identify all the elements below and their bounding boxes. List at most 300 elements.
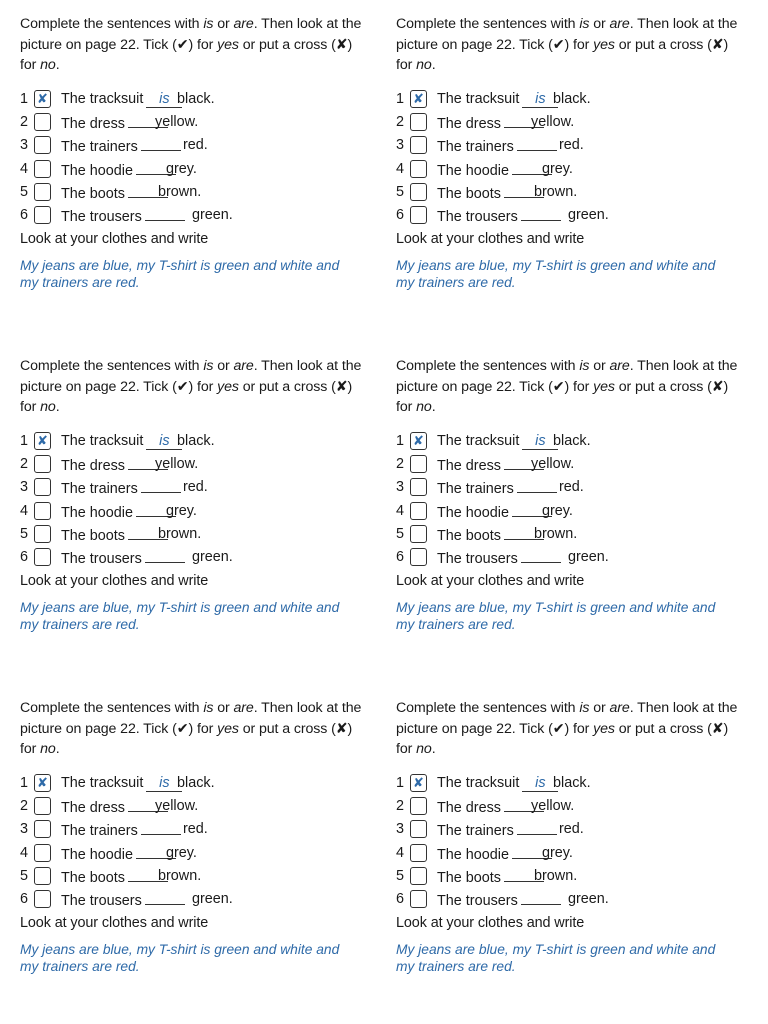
sentence-subject: The boots <box>61 527 125 544</box>
sentence-start <box>61 476 185 501</box>
sentence-item <box>396 888 736 911</box>
instructions-part: . Then look at the picture on page 22. Tick ( <box>396 358 738 395</box>
sentence-item <box>20 772 360 795</box>
instructions-part: ) for <box>188 720 218 737</box>
sentence-subject: The trousers <box>437 208 518 225</box>
tick-cross-checkbox[interactable] <box>410 478 427 496</box>
sentence-subject: The hoodie <box>61 846 134 863</box>
instructions-part: is <box>579 16 590 32</box>
sentence-start <box>61 772 186 795</box>
sentence-subject: The trainers <box>437 481 514 498</box>
answer-blank[interactable] <box>141 818 181 835</box>
sentence-ending: green. <box>192 548 233 565</box>
answer-blank[interactable]: is <box>522 91 558 108</box>
instructions-part: are <box>609 358 630 374</box>
answer-blank[interactable] <box>521 546 561 563</box>
sentence-ending: yellow. <box>155 456 199 473</box>
sentence-ending: red. <box>183 821 208 838</box>
exercise-block <box>396 356 746 676</box>
tick-cross-checkbox[interactable] <box>410 113 427 131</box>
tick-cross-checkbox[interactable] <box>410 160 427 178</box>
sentence-item <box>20 204 360 227</box>
instructions-part: yes <box>593 378 615 395</box>
sentence-ending: green. <box>192 206 233 223</box>
item-number: 2 <box>20 114 29 131</box>
instructions-part: or put a cross ( <box>614 720 712 737</box>
sentence-item <box>396 476 736 499</box>
answer-blank[interactable]: is <box>522 775 558 792</box>
tick-cross-checkbox[interactable] <box>34 502 51 520</box>
instructions-part: . <box>431 399 436 416</box>
sentence-item <box>20 476 360 499</box>
sentence-item <box>20 865 360 888</box>
instructions-part: ) for <box>564 36 594 53</box>
sentence-item <box>396 795 736 818</box>
instructions-part: no <box>40 57 56 74</box>
item-number: 1 <box>20 91 29 107</box>
item-number: 6 <box>20 548 29 565</box>
instructions-part: no <box>416 57 432 74</box>
instructions-part: ✘ <box>335 720 348 737</box>
sentence-ending: red. <box>559 137 584 154</box>
sentence-subject: The tracksuit <box>437 91 520 107</box>
sample-answer: My jeans are blue, my T-shirt is green and white and my trainers are red. <box>20 600 340 633</box>
sentence-ending: red. <box>183 137 208 154</box>
instructions-part: . <box>55 741 60 758</box>
instructions-part: is <box>203 16 214 32</box>
sentence-ending: green. <box>568 548 609 565</box>
answer-blank[interactable]: is <box>146 775 182 792</box>
instructions-part: . Then look at the picture on page 22. Tick ( <box>20 16 362 53</box>
tick-cross-checkbox[interactable] <box>410 136 427 154</box>
sentence-subject: The boots <box>61 185 125 202</box>
sentence-ending: red. <box>559 821 584 838</box>
sentence-item <box>20 818 360 841</box>
tick-cross-checkbox[interactable]: ✘ <box>34 432 51 450</box>
answer-blank[interactable] <box>145 888 185 905</box>
item-number: 4 <box>396 502 405 519</box>
instructions-part: yes <box>593 720 615 737</box>
tick-cross-checkbox[interactable]: ✘ <box>410 90 427 108</box>
item-number: 1 <box>396 91 405 107</box>
tick-cross-checkbox[interactable] <box>34 160 51 178</box>
item-number: 2 <box>396 456 405 473</box>
tick-cross-checkbox[interactable] <box>34 525 51 543</box>
item-number: 4 <box>396 844 405 861</box>
tick-cross-checkbox[interactable]: ✘ <box>410 432 427 450</box>
sentence-item <box>396 772 736 795</box>
sentence-start <box>437 865 548 890</box>
sentence-start <box>437 842 556 867</box>
sentence-start <box>437 476 561 501</box>
sentence-subject: The tracksuit <box>437 433 520 449</box>
sentence-subject: The dress <box>437 458 501 475</box>
sentence-subject: The tracksuit <box>61 91 144 107</box>
answer-blank[interactable]: is <box>146 91 182 108</box>
tick-cross-checkbox[interactable] <box>34 890 51 908</box>
tick-cross-checkbox[interactable] <box>34 113 51 131</box>
sentence-start <box>437 546 565 571</box>
sentence-item <box>396 842 736 865</box>
item-number: 1 <box>20 433 29 449</box>
instructions-part: are <box>233 700 254 716</box>
sentence-subject: The tracksuit <box>61 433 144 449</box>
answer-blank[interactable]: is <box>522 433 558 450</box>
sentence-subject: The trainers <box>437 823 514 840</box>
sentence-start <box>437 181 548 206</box>
sentence-subject: The hoodie <box>61 162 134 179</box>
item-number: 3 <box>20 479 29 496</box>
sentence-subject: The boots <box>437 527 501 544</box>
sentence-ending: brown. <box>534 867 578 884</box>
tick-cross-checkbox[interactable] <box>34 136 51 154</box>
instructions-part: . Then look at the picture on page 22. Tick ( <box>20 358 362 395</box>
item-number: 1 <box>396 775 405 791</box>
exercise-block <box>20 698 370 1018</box>
sentence-subject: The dress <box>437 800 501 817</box>
sentence-item <box>396 111 736 134</box>
sentence-ending: brown. <box>158 867 202 884</box>
instructions-part: or <box>589 700 610 716</box>
tick-cross-checkbox[interactable] <box>410 502 427 520</box>
tick-cross-checkbox[interactable] <box>410 867 427 885</box>
sentence-item <box>396 134 736 157</box>
instructions-part: yes <box>217 378 239 395</box>
item-number: 3 <box>396 479 405 496</box>
sentence-subject: The trainers <box>61 139 138 156</box>
instructions-part: or put a cross ( <box>238 378 336 395</box>
sentence-start <box>61 523 172 548</box>
item-list <box>396 772 736 911</box>
sentence-subject: The tracksuit <box>61 775 144 791</box>
tick-cross-checkbox[interactable] <box>34 797 51 815</box>
instructions-part: no <box>416 399 432 416</box>
sentence-ending: yellow. <box>531 114 575 131</box>
item-number: 3 <box>396 137 405 154</box>
instructions-part: . <box>431 57 436 74</box>
sentence-ending: black. <box>553 775 591 791</box>
instructions-text <box>20 356 370 418</box>
answer-blank[interactable] <box>141 134 181 151</box>
item-number: 6 <box>20 206 29 223</box>
instructions-part: yes <box>217 720 239 737</box>
instructions-part: no <box>40 741 56 758</box>
sentence-subject: The hoodie <box>437 504 510 521</box>
instructions-part: yes <box>593 36 615 53</box>
instructions-part: no <box>40 399 56 416</box>
sentence-subject: The trousers <box>437 550 518 567</box>
sentence-subject: The trousers <box>61 550 142 567</box>
sentence-ending: black. <box>553 433 591 449</box>
instructions-part: ) for <box>564 378 594 395</box>
sentence-subject: The hoodie <box>437 846 510 863</box>
write-heading: Look at your clothes and write <box>20 915 209 931</box>
sentence-subject: The hoodie <box>437 162 510 179</box>
instructions-part: ✔ <box>552 720 565 737</box>
sentence-item <box>20 134 360 157</box>
sentence-start <box>61 181 172 206</box>
sentence-subject: The trousers <box>437 892 518 909</box>
sentence-ending: black. <box>553 91 591 107</box>
item-number: 4 <box>396 160 405 177</box>
instructions-part: ) for <box>396 378 729 416</box>
sentence-subject: The boots <box>437 869 501 886</box>
write-heading: Look at your clothes and write <box>396 573 585 589</box>
item-number: 5 <box>20 867 29 884</box>
item-list <box>20 430 360 569</box>
item-number: 6 <box>20 890 29 907</box>
sample-answer: My jeans are blue, my T-shirt is green and white and my trainers are red. <box>396 942 716 975</box>
sentence-ending: grey. <box>542 160 573 177</box>
instructions-part: ) for <box>396 720 729 758</box>
sentence-ending: grey. <box>166 502 197 519</box>
item-number: 3 <box>396 821 405 838</box>
sentence-ending: grey. <box>542 502 573 519</box>
answer-blank[interactable] <box>145 204 185 221</box>
sentence-item <box>20 500 360 523</box>
instructions-part: ✔ <box>176 36 189 53</box>
instructions-text <box>396 698 746 760</box>
sentence-ending: green. <box>568 206 609 223</box>
instructions-part: ✘ <box>711 720 724 737</box>
sentence-ending: brown. <box>158 525 202 542</box>
tick-cross-checkbox[interactable] <box>410 844 427 862</box>
instructions-part: . <box>55 399 60 416</box>
sentence-start <box>437 88 562 111</box>
sentence-ending: yellow. <box>155 114 199 131</box>
tick-cross-checkbox[interactable] <box>410 206 427 224</box>
sentence-start <box>61 158 180 183</box>
sentence-item <box>20 181 360 204</box>
tick-cross-checkbox[interactable] <box>34 844 51 862</box>
instructions-part: ✘ <box>711 36 724 53</box>
instructions-part: or put a cross ( <box>614 36 712 53</box>
sample-answer: My jeans are blue, my T-shirt is green and white and my trainers are red. <box>20 942 340 975</box>
sentence-item <box>20 546 360 569</box>
sentence-start <box>61 430 186 453</box>
instructions-part: Complete the sentences with <box>20 700 204 716</box>
instructions-text <box>20 14 370 76</box>
instructions-text <box>396 14 746 76</box>
instructions-part: are <box>233 358 254 374</box>
tick-cross-checkbox[interactable] <box>34 867 51 885</box>
tick-cross-checkbox[interactable] <box>34 183 51 201</box>
instructions-part: is <box>203 700 214 716</box>
item-number: 4 <box>20 844 29 861</box>
instructions-part: ) for <box>396 36 729 74</box>
tick-cross-checkbox[interactable]: ✘ <box>34 90 51 108</box>
sentence-start <box>437 818 561 843</box>
sentence-subject: The trainers <box>61 823 138 840</box>
sample-answer: My jeans are blue, my T-shirt is green and white and my trainers are red. <box>396 600 716 633</box>
item-number: 6 <box>396 890 405 907</box>
instructions-part: Complete the sentences with <box>20 16 204 32</box>
tick-cross-checkbox[interactable] <box>34 820 51 838</box>
instructions-part: are <box>233 16 254 32</box>
tick-cross-checkbox[interactable] <box>410 525 427 543</box>
exercise-block <box>396 698 746 1018</box>
instructions-part: or put a cross ( <box>238 36 336 53</box>
sentence-subject: The trainers <box>61 481 138 498</box>
sentence-ending: grey. <box>166 160 197 177</box>
tick-cross-checkbox[interactable] <box>410 183 427 201</box>
sentence-start <box>61 818 185 843</box>
item-number: 4 <box>20 502 29 519</box>
sentence-ending: yellow. <box>155 798 199 815</box>
sentence-start <box>61 865 172 890</box>
instructions-part: ✔ <box>176 720 189 737</box>
write-heading: Look at your clothes and write <box>20 231 209 247</box>
sentence-item <box>20 795 360 818</box>
instructions-text <box>20 698 370 760</box>
sentence-subject: The tracksuit <box>437 775 520 791</box>
sentence-ending: grey. <box>166 844 197 861</box>
sentence-subject: The dress <box>61 458 125 475</box>
tick-cross-checkbox[interactable] <box>410 820 427 838</box>
sentence-ending: black. <box>177 91 215 107</box>
sentence-item <box>396 523 736 546</box>
sentence-item <box>20 430 360 453</box>
sentence-item <box>396 818 736 841</box>
tick-cross-checkbox[interactable] <box>34 455 51 473</box>
answer-blank[interactable] <box>517 818 557 835</box>
instructions-part: . Then look at the picture on page 22. Tick ( <box>396 700 738 737</box>
sentence-start <box>61 842 180 867</box>
answer-blank[interactable] <box>521 204 561 221</box>
sentence-item <box>20 111 360 134</box>
instructions-part: . <box>55 57 60 74</box>
tick-cross-checkbox[interactable]: ✘ <box>410 774 427 792</box>
instructions-part: ✘ <box>335 378 348 395</box>
instructions-part: ✔ <box>176 378 189 395</box>
sentence-start <box>437 888 565 913</box>
sentence-ending: red. <box>559 479 584 496</box>
sentence-item <box>396 865 736 888</box>
sentence-start <box>61 204 189 229</box>
sentence-subject: The trousers <box>61 208 142 225</box>
exercise-block <box>20 14 370 334</box>
item-number: 2 <box>20 798 29 815</box>
answer-blank[interactable] <box>145 546 185 563</box>
instructions-part: ) for <box>20 36 353 74</box>
item-number: 2 <box>396 114 405 131</box>
tick-cross-checkbox[interactable] <box>410 797 427 815</box>
instructions-part: ✘ <box>711 378 724 395</box>
sentence-start <box>437 500 556 525</box>
instructions-text <box>396 356 746 418</box>
sentence-item <box>396 500 736 523</box>
item-number: 2 <box>396 798 405 815</box>
instructions-part: ✔ <box>552 36 565 53</box>
sentence-ending: grey. <box>542 844 573 861</box>
tick-cross-checkbox[interactable] <box>410 548 427 566</box>
sentence-subject: The boots <box>61 869 125 886</box>
instructions-part: . Then look at the picture on page 22. Tick ( <box>396 16 738 53</box>
write-heading: Look at your clothes and write <box>396 915 585 931</box>
sentence-subject: The dress <box>61 116 125 133</box>
sentence-start <box>437 772 562 795</box>
sentence-item <box>20 88 360 111</box>
instructions-part: Complete the sentences with <box>396 16 580 32</box>
tick-cross-checkbox[interactable] <box>34 478 51 496</box>
sentence-ending: green. <box>568 890 609 907</box>
item-number: 5 <box>396 525 405 542</box>
item-number: 1 <box>396 433 405 449</box>
instructions-part: are <box>609 700 630 716</box>
item-list <box>20 88 360 227</box>
sentence-item <box>396 181 736 204</box>
sentence-start <box>61 546 189 571</box>
instructions-part: ✔ <box>552 378 565 395</box>
sentence-subject: The hoodie <box>61 504 134 521</box>
instructions-part: or <box>213 700 234 716</box>
answer-blank[interactable] <box>517 476 557 493</box>
sentence-ending: brown. <box>158 183 202 200</box>
item-number: 6 <box>396 548 405 565</box>
sentence-start <box>61 88 186 111</box>
instructions-part: or <box>589 358 610 374</box>
tick-cross-checkbox[interactable] <box>34 206 51 224</box>
item-list <box>396 88 736 227</box>
instructions-part: . <box>431 741 436 758</box>
sentence-item <box>20 453 360 476</box>
sentence-item <box>20 158 360 181</box>
item-number: 1 <box>20 775 29 791</box>
instructions-part: or <box>213 16 234 32</box>
sentence-ending: brown. <box>534 183 578 200</box>
instructions-part: or put a cross ( <box>238 720 336 737</box>
instructions-part: ✘ <box>335 36 348 53</box>
sentence-subject: The dress <box>437 116 501 133</box>
item-number: 5 <box>396 183 405 200</box>
tick-cross-checkbox[interactable] <box>410 890 427 908</box>
tick-cross-checkbox[interactable] <box>34 548 51 566</box>
tick-cross-checkbox[interactable]: ✘ <box>34 774 51 792</box>
sentence-item <box>20 523 360 546</box>
tick-cross-checkbox[interactable] <box>410 455 427 473</box>
sentence-ending: yellow. <box>531 456 575 473</box>
sample-answer: My jeans are blue, my T-shirt is green and white and my trainers are red. <box>20 258 340 291</box>
sentence-start <box>61 134 185 159</box>
instructions-part: or <box>213 358 234 374</box>
sentence-ending: black. <box>177 433 215 449</box>
instructions-part: ) for <box>20 720 353 758</box>
instructions-part: yes <box>217 36 239 53</box>
sentence-start <box>437 523 548 548</box>
instructions-part: ) for <box>188 36 218 53</box>
sentence-item <box>396 546 736 569</box>
sentence-start <box>437 204 565 229</box>
sentence-item <box>396 204 736 227</box>
item-list <box>20 772 360 911</box>
sentence-start <box>437 134 561 159</box>
sentence-item <box>396 88 736 111</box>
instructions-part: Complete the sentences with <box>20 358 204 374</box>
item-number: 3 <box>20 137 29 154</box>
sentence-subject: The trainers <box>437 139 514 156</box>
answer-blank[interactable] <box>141 476 181 493</box>
instructions-part: . Then look at the picture on page 22. Tick ( <box>20 700 362 737</box>
sentence-subject: The boots <box>437 185 501 202</box>
answer-blank[interactable]: is <box>146 433 182 450</box>
item-number: 3 <box>20 821 29 838</box>
sentence-start <box>61 888 189 913</box>
answer-blank[interactable] <box>517 134 557 151</box>
sentence-subject: The trousers <box>61 892 142 909</box>
item-number: 2 <box>20 456 29 473</box>
answer-blank[interactable] <box>521 888 561 905</box>
item-number: 5 <box>396 867 405 884</box>
